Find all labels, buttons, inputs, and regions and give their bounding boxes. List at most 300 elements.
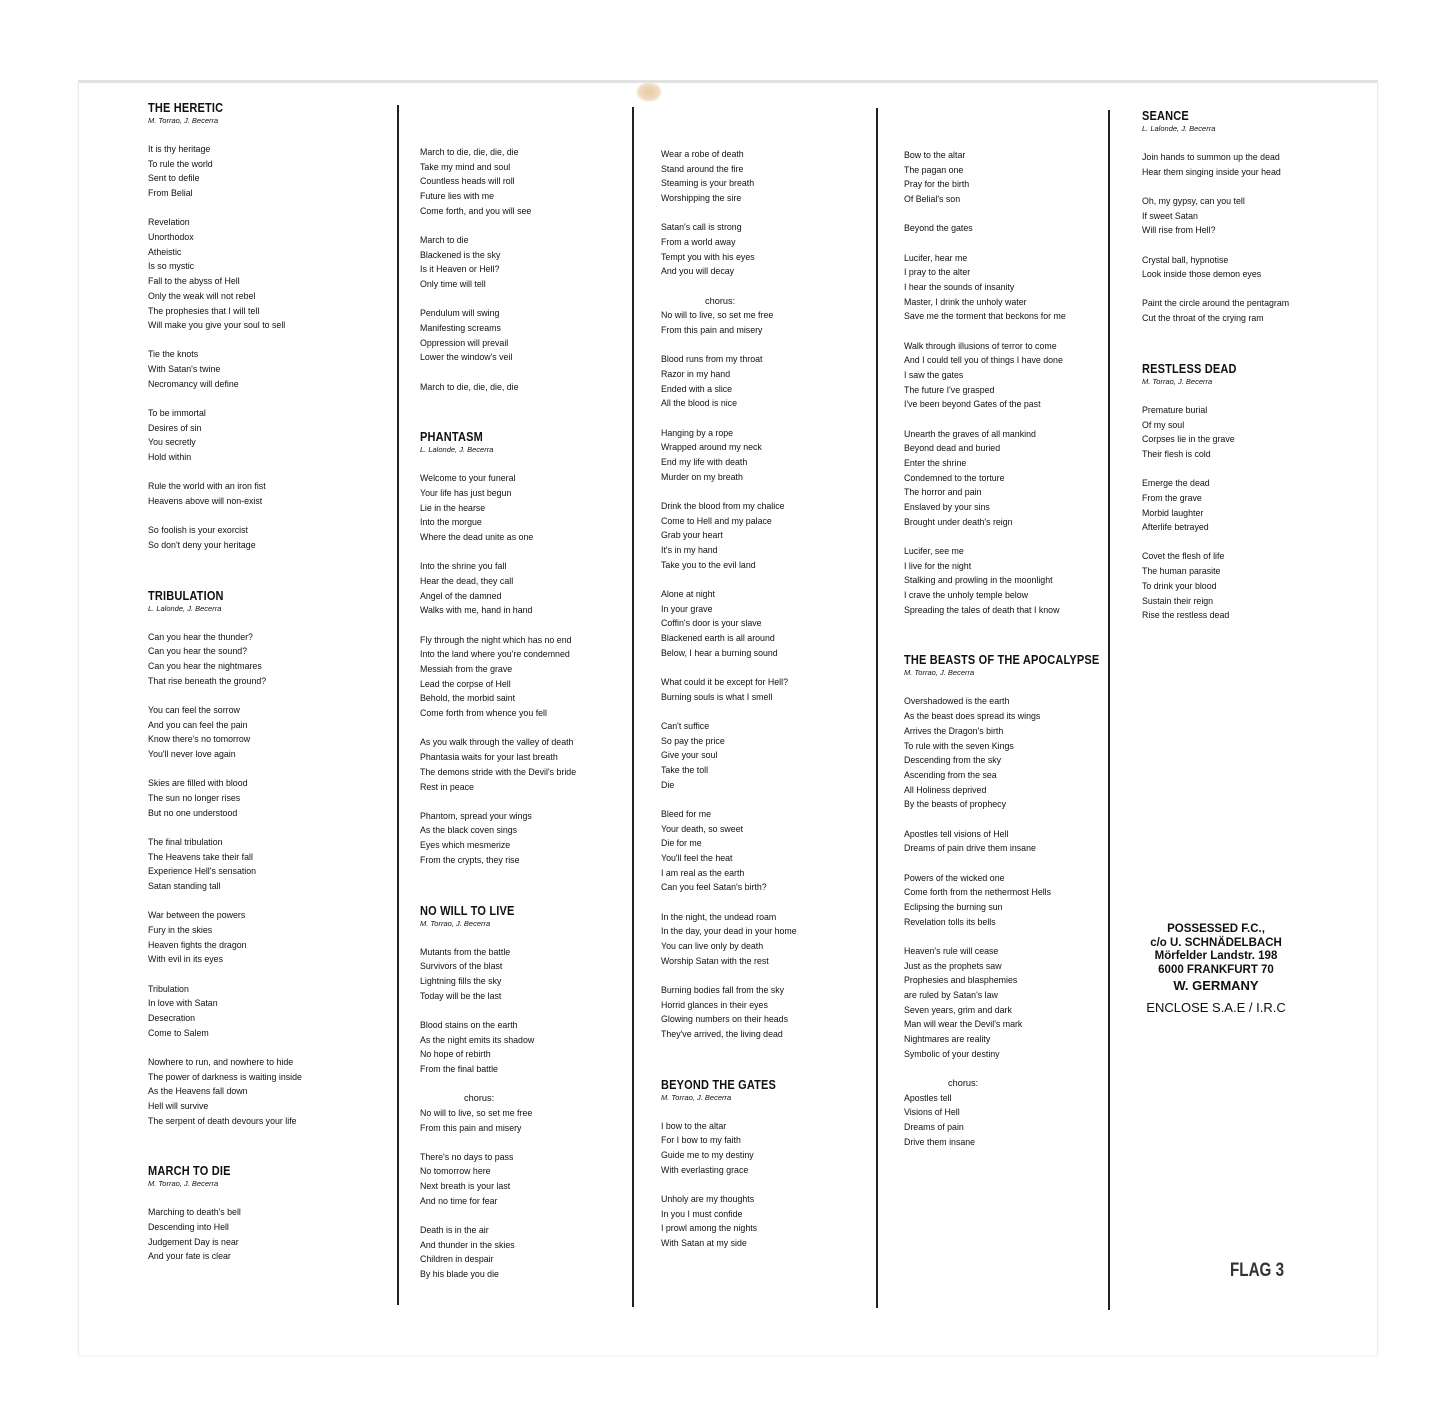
address-line: c/o U. SCHNÄDELBACH: [1150, 936, 1282, 949]
lyric-line: Guide me to my destiny: [661, 1150, 754, 1161]
song-block: [661, 147, 866, 1042]
lyric-line: The demons stride with the Devil's bride: [420, 766, 577, 777]
song-credits: M. Torrao, J. Becerra: [1142, 376, 1213, 386]
lyric-line: Oppression will prevail: [420, 337, 509, 348]
lyric-line: Walk through illusions of terror to come: [904, 340, 1057, 351]
song-block: [904, 148, 1102, 617]
lyric-line: Come to Salem: [148, 1027, 209, 1038]
song-block: [1142, 362, 1342, 623]
lyric-line: The future I've grasped: [904, 384, 995, 395]
lyrics-column-1: [148, 101, 388, 1300]
column-divider: [632, 107, 634, 1307]
lyric-line: It's in my hand: [661, 544, 718, 555]
lyric-line: I prowl among the nights: [661, 1223, 758, 1234]
lyric-line: Eclipsing the burning sun: [904, 901, 1003, 912]
verse: [1142, 150, 1342, 179]
lyric-line: Apostles tell visions of Hell: [904, 828, 1009, 839]
lyric-line: Atheistic: [148, 246, 182, 257]
verse: [661, 499, 866, 573]
lyric-line: To rule with the seven Kings: [904, 740, 1014, 751]
lyric-line: Enslaved by your sins: [904, 502, 990, 513]
lyric-line: Phantasia waits for your last breath: [420, 752, 558, 763]
address-lines: [1136, 923, 1296, 977]
verse: [904, 339, 1102, 413]
lyric-line: As the beast does spread its wings: [904, 711, 1041, 722]
lyric-line: Nowhere to run, and nowhere to hide: [148, 1056, 294, 1067]
lyric-line: So pay the price: [661, 735, 725, 746]
verse: [904, 544, 1102, 618]
column-divider: [397, 105, 399, 1305]
lyric-line: Survivors of the blast: [420, 961, 503, 972]
lyric-line: Murder on my breath: [661, 471, 743, 482]
lyrics-column-4: [904, 148, 1102, 1185]
lyric-line: I crave the unholy temple below: [904, 590, 1029, 601]
lyric-line: Blackened earth is all around: [661, 632, 775, 643]
lyric-line: I saw the gates: [904, 369, 964, 380]
verse: [661, 352, 866, 411]
lyric-line: Join hands to summon up the dead: [1142, 152, 1280, 162]
lyric-line: Revelation: [148, 217, 190, 228]
verse: [1142, 549, 1342, 623]
song-block: [1142, 109, 1342, 326]
lyric-line: Will rise from Hell?: [1142, 225, 1216, 236]
address-country: W. GERMANY: [1173, 978, 1259, 993]
song-title: RESTLESS DEAD: [1142, 361, 1237, 376]
lyric-line: Corpses lie in the grave: [1142, 434, 1235, 445]
lyric-line: Countless heads will roll: [420, 176, 515, 187]
lyric-line: The final tribulation: [148, 836, 223, 847]
lyric-line: There's no days to pass: [420, 1151, 514, 1162]
lyric-line: Will make you give your soul to sell: [148, 320, 286, 331]
lyric-line: Grab your heart: [661, 530, 723, 541]
verse: [148, 142, 388, 201]
verse: [148, 347, 388, 391]
chorus-label: chorus:: [705, 295, 736, 306]
lyric-line: Descending into Hell: [148, 1222, 229, 1233]
lyric-line: No will to live, so set me free: [661, 310, 774, 321]
lyric-line: Rule the world with an iron fist: [148, 481, 266, 492]
verse: [148, 982, 388, 1041]
verse: [904, 251, 1102, 325]
lyric-line: You'll feel the heat: [661, 852, 733, 863]
verse: [904, 694, 1102, 812]
lyric-line: Fall to the abyss of Hell: [148, 276, 240, 287]
lyric-line: Hanging by a rope: [661, 427, 734, 438]
fan-club-address: [1136, 923, 1296, 1015]
lyric-line: No hope of rebirth: [420, 1049, 491, 1060]
lyric-line: And you will decay: [661, 266, 735, 277]
lyric-line: From the crypts, they rise: [420, 854, 520, 865]
lyric-line: For I bow to my faith: [661, 1135, 741, 1146]
lyric-line: To be immortal: [148, 408, 206, 419]
lyric-line: Children in despair: [420, 1254, 494, 1265]
song-title: BEYOND THE GATES: [661, 1077, 777, 1092]
lyric-line: Tie the knots: [148, 349, 199, 360]
lyric-line: Into the morgue: [420, 517, 482, 528]
lyric-line: Steaming is your breath: [661, 178, 755, 189]
address-line: 6000 FRANKFURT 70: [1158, 963, 1274, 976]
lyric-line: Behold, the morbid saint: [420, 693, 516, 704]
lyric-line: I live for the night: [904, 560, 972, 571]
verse: [661, 294, 866, 338]
lyric-line: From Belial: [148, 188, 193, 199]
verse: [420, 1018, 625, 1077]
lyric-line: Phantom, spread your wings: [420, 810, 532, 821]
lyric-line: Spreading the tales of death that I know: [904, 604, 1060, 615]
lyric-line: Experience Hell's sensation: [148, 866, 257, 877]
lyric-line: Walks with me, hand in hand: [420, 605, 533, 616]
lyric-line: are ruled by Satan's law: [904, 989, 998, 1000]
verse: [661, 807, 866, 895]
verse: [420, 809, 625, 868]
lyric-line: Stalking and prowling in the moonlight: [904, 575, 1053, 586]
lyric-line: Pray for the birth: [904, 179, 970, 190]
verse: [1142, 476, 1342, 535]
lyric-line: The pagan one: [904, 164, 964, 175]
lyric-line: As the black coven sings: [420, 825, 518, 836]
verse: [420, 233, 625, 292]
lyric-line: Cut the throat of the crying ram: [1142, 313, 1264, 324]
verse: [904, 1076, 1102, 1150]
lyric-line: Mutants from the battle: [420, 946, 511, 957]
lyrics-column-5: [1142, 109, 1342, 659]
lyric-line: Your life has just begun: [420, 488, 512, 499]
lyric-line: Beyond dead and buried: [904, 443, 1001, 454]
song-credits: M. Torrao, J. Becerra: [661, 1092, 732, 1102]
verse: [661, 1192, 866, 1251]
verse: [148, 1205, 388, 1264]
verse: [904, 148, 1102, 207]
lyric-line: If sweet Satan: [1142, 210, 1198, 221]
lyric-line: You'll never love again: [148, 749, 236, 760]
column-divider: [876, 108, 878, 1308]
lyric-line: Powers of the wicked one: [904, 872, 1005, 883]
lyric-line: The horror and pain: [904, 487, 982, 498]
lyric-line: From this pain and misery: [420, 1122, 522, 1133]
lyric-line: Descending from the sky: [904, 755, 1002, 766]
lyric-line: From this pain and misery: [661, 325, 763, 336]
verse: [904, 427, 1102, 530]
song-block: [420, 145, 625, 394]
verse: [904, 871, 1102, 930]
lyric-line: Razor in my hand: [661, 368, 731, 379]
song-credits: L. Lalonde, J. Becerra: [148, 603, 222, 613]
lyric-line: March to die: [420, 235, 469, 246]
lyric-line: Dreams of pain: [904, 1122, 964, 1133]
lyric-line: Arrives the Dragon's birth: [904, 725, 1004, 736]
lyric-line: The human parasite: [1142, 566, 1221, 577]
lyric-line: March to die, die, die, die: [420, 147, 519, 157]
column-divider: [1108, 110, 1110, 1310]
lyric-line: I've been beyond Gates of the past: [904, 399, 1041, 410]
lyric-line: Desires of sin: [148, 422, 202, 433]
lyric-line: Lucifer, hear me: [904, 252, 968, 263]
lyric-line: Can you hear the thunder?: [148, 631, 253, 642]
verse: [904, 944, 1102, 1062]
lyric-line: Where the dead unite as one: [420, 532, 534, 543]
verse: [148, 630, 388, 689]
lyric-line: Judgement Day is near: [148, 1236, 239, 1247]
verse: [420, 306, 625, 365]
verse: [661, 675, 866, 704]
song-credits: M. Torrao, J. Becerra: [904, 668, 975, 678]
verse: [148, 776, 388, 820]
lyric-line: Their flesh is cold: [1142, 448, 1211, 459]
verse: [148, 479, 388, 508]
chorus-label: chorus:: [464, 1093, 495, 1104]
lyric-line: Next breath is your last: [420, 1181, 511, 1192]
lyric-line: Blackened is the sky: [420, 249, 501, 260]
song-block: [904, 653, 1102, 1149]
lyric-line: Covet the flesh of life: [1142, 551, 1225, 562]
song-block: [148, 1164, 388, 1264]
lyric-line: So don't deny your heritage: [148, 539, 256, 550]
song-title: SEANCE: [1142, 109, 1189, 123]
lyric-line: As you walk through the valley of death: [420, 737, 574, 748]
verse: [148, 908, 388, 967]
lyric-line: In your grave: [661, 603, 713, 614]
lyric-line: The prophesies that I will tell: [148, 305, 260, 316]
lyric-line: Sustain their reign: [1142, 595, 1214, 606]
lyric-line: Unorthodox: [148, 232, 194, 243]
lyric-line: From the grave: [1142, 492, 1202, 503]
verse: [661, 983, 866, 1042]
lyric-line: Can you hear the nightmares: [148, 661, 262, 672]
lyric-line: Welcome to your funeral: [420, 473, 516, 484]
lyric-line: Drink the blood from my chalice: [661, 500, 785, 511]
verse: [661, 1119, 866, 1178]
verse: [420, 559, 625, 618]
lyric-line: Dreams of pain drive them insane: [904, 843, 1036, 854]
lyric-line: Blood runs from my throat: [661, 354, 763, 365]
lyric-line: Is so mystic: [148, 261, 195, 272]
lyric-line: Hold within: [148, 452, 192, 463]
lyric-line: Worshipping the sire: [661, 193, 742, 204]
lyric-line: Coffin's door is your slave: [661, 618, 762, 629]
lyric-line: Can't suffice: [661, 720, 710, 731]
lyric-line: Future lies with me: [420, 191, 495, 202]
song-credits: L. Lalonde, J. Becerra: [420, 445, 494, 455]
lyric-line: And no time for fear: [420, 1195, 498, 1206]
verse: [420, 1150, 625, 1209]
lyric-line: Pendulum will swing: [420, 308, 500, 319]
lyric-line: I am real as the earth: [661, 867, 745, 878]
lyric-line: Fury in the skies: [148, 924, 213, 935]
lyric-line: Beyond the gates: [904, 223, 973, 234]
song-title: THE BEASTS OF THE APOCALYPSE: [904, 653, 1100, 668]
lyric-line: Blood stains on the earth: [420, 1019, 518, 1030]
chorus-label: chorus:: [948, 1077, 979, 1088]
lyric-line: No will to live, so set me free: [420, 1107, 533, 1118]
lyric-line: That rise beneath the ground?: [148, 675, 267, 686]
lyric-line: End my life with death: [661, 456, 748, 467]
verse: [148, 523, 388, 552]
lyric-line: It is thy heritage: [148, 144, 211, 154]
lyric-line: Crystal ball, hypnotise: [1142, 254, 1229, 265]
verse: [661, 587, 866, 661]
lyric-line: You secretly: [148, 437, 196, 448]
lyric-line: Ended with a slice: [661, 383, 733, 394]
song-credits: M. Torrao, J. Becerra: [148, 116, 219, 125]
verse: [148, 406, 388, 465]
verse: [1142, 194, 1342, 238]
song-title: THE HERETIC: [148, 101, 224, 115]
address-line: POSSESSED F.C.,: [1167, 923, 1265, 935]
lyric-line: In love with Satan: [148, 998, 218, 1009]
verse: [420, 945, 625, 1004]
lyric-line: Take the toll: [661, 764, 709, 775]
lyric-line: Lucifer, see me: [904, 545, 964, 556]
lyric-line: Worship Satan with the rest: [661, 955, 769, 966]
lyric-line: Brought under death's reign: [904, 516, 1013, 527]
lyric-line: Know there's no tomorrow: [148, 734, 251, 745]
verse: [148, 1055, 388, 1129]
verse: [661, 147, 866, 206]
lyric-line: Tribulation: [148, 983, 189, 994]
lyric-line: Fly through the night which has no end: [420, 634, 572, 645]
lyric-line: Lead the corpse of Hell: [420, 678, 511, 689]
lyric-line: I pray to the alter: [904, 267, 971, 278]
lyric-line: Burning souls is what I smell: [661, 691, 773, 702]
lyric-line: As the night emits its shadow: [420, 1034, 535, 1045]
lyric-line: I hear the sounds of insanity: [904, 281, 1015, 292]
lyric-line: Rise the restless dead: [1142, 610, 1230, 621]
lyric-line: Heaven fights the dragon: [148, 939, 247, 950]
lyric-line: Angel of the damned: [420, 590, 502, 601]
verse: [420, 1223, 625, 1282]
lyric-line: Desecration: [148, 1012, 196, 1023]
verse: [1142, 403, 1342, 462]
lyric-line: And you can feel the pain: [148, 719, 248, 730]
lyric-line: But no one understood: [148, 807, 238, 818]
verse: [420, 145, 625, 219]
lyric-line: Morbid laughter: [1142, 507, 1204, 518]
lyric-line: Only the weak will not rebel: [148, 290, 256, 301]
lyric-line: Die: [661, 779, 675, 790]
lyric-line: Rest in peace: [420, 781, 474, 792]
lyric-line: Seven years, grim and dark: [904, 1004, 1012, 1015]
lyric-line: In you I must confide: [661, 1208, 743, 1219]
lyric-line: With everlasting grace: [661, 1164, 749, 1175]
lyric-line: The power of darkness is waiting inside: [148, 1071, 302, 1082]
lyric-line: Into the shrine you fall: [420, 561, 507, 572]
lyric-line: Come forth from whence you fell: [420, 708, 547, 719]
lyric-line: Unearth the graves of all mankind: [904, 428, 1036, 439]
lyric-line: Stand around the fire: [661, 163, 744, 174]
verse: [661, 220, 866, 279]
lyric-line: Save me the torment that beckons for me: [904, 311, 1066, 322]
lyric-line: And thunder in the skies: [420, 1239, 515, 1250]
lyric-line: All Holiness deprived: [904, 784, 987, 795]
lyric-line: Below, I hear a burning sound: [661, 647, 778, 658]
lyric-line: They've arrived, the living dead: [661, 1028, 783, 1039]
song-block: [148, 101, 388, 553]
lyric-line: Ascending from the sea: [904, 770, 997, 780]
lyric-line: Marching to death's bell: [148, 1207, 241, 1218]
lyric-line: Lightning fills the sky: [420, 975, 502, 986]
lyric-line: Satan standing tall: [148, 881, 221, 892]
lyric-line: Come to Hell and my palace: [661, 515, 772, 526]
lyric-line: Death is in the air: [420, 1225, 489, 1236]
lyric-line: Die for me: [661, 838, 702, 849]
lyric-line: Take my mind and soul: [420, 161, 511, 172]
lyric-line: Can you hear the sound?: [148, 646, 248, 657]
lyric-line: Revelation tolls its bells: [904, 916, 996, 927]
lyric-line: To rule the world: [148, 158, 213, 169]
lyric-line: Visions of Hell: [904, 1107, 960, 1118]
lyric-line: Burning bodies fall from the sky: [661, 984, 785, 995]
verse: [148, 835, 388, 894]
lyric-line: You can live only by death: [661, 940, 764, 951]
verse: [1142, 253, 1342, 282]
lyric-line: Come forth from the nethermost Hells: [904, 887, 1052, 898]
verse: [420, 471, 625, 545]
address-line: Mörfelder Landstr. 198: [1154, 950, 1278, 962]
verse: [148, 215, 388, 333]
lyric-line: Necromancy will define: [148, 378, 239, 389]
lyric-line: The serpent of death devours your life: [148, 1115, 297, 1126]
lyric-line: Apostles tell: [904, 1092, 952, 1103]
lyric-line: Skies are filled with blood: [148, 778, 248, 789]
song-credits: L. Lalonde, J. Becerra: [1142, 124, 1216, 133]
lyric-line: Symbolic of your destiny: [904, 1048, 1000, 1059]
lyric-line: Is it Heaven or Hell?: [420, 264, 500, 275]
lyric-line: Emerge the dead: [1142, 478, 1210, 489]
lyric-line: And I could tell you of things I have done: [904, 355, 1063, 366]
lyric-line: Premature burial: [1142, 404, 1208, 415]
lyric-line: Lower the window's veil: [420, 352, 513, 363]
lyric-line: Man will wear the Devil's mark: [904, 1019, 1023, 1030]
song-credits: M. Torrao, J. Becerra: [148, 1179, 219, 1189]
lyric-line: In the day, your dead in your home: [661, 926, 797, 937]
verse: [1142, 296, 1342, 325]
lyric-line: Just as the prophets saw: [904, 960, 1002, 971]
lyric-line: Afterlife betrayed: [1142, 522, 1209, 533]
lyric-line: The Heavens take their fall: [148, 851, 253, 862]
lyric-line: Enter the shrine: [904, 457, 967, 468]
lyric-line: By his blade you die: [420, 1269, 499, 1280]
verse: [904, 221, 1102, 236]
lyric-line: So foolish is your exorcist: [148, 525, 249, 536]
song-credits: M. Torrao, J. Becerra: [420, 918, 491, 928]
lyric-line: March to die, die, die, die: [420, 381, 519, 392]
lyric-line: From the final battle: [420, 1063, 498, 1074]
lyric-line: Wrapped around my neck: [661, 442, 762, 453]
verse: [420, 1091, 625, 1135]
lyric-line: Only time will tell: [420, 279, 486, 290]
lyric-line: Heaven's rule will cease: [904, 945, 999, 956]
lyric-line: I bow to the altar: [661, 1120, 727, 1131]
song-title: NO WILL TO LIVE: [420, 903, 515, 918]
verse: [420, 633, 625, 721]
lyric-line: Bleed for me: [661, 808, 712, 819]
song-title: MARCH TO DIE: [148, 1164, 231, 1179]
lyric-line: Wear a robe of death: [661, 149, 744, 159]
lyric-line: Oh, my gypsy, can you tell: [1142, 195, 1245, 206]
lyric-line: You can feel the sorrow: [148, 704, 240, 715]
lyric-line: Tempt you with his eyes: [661, 251, 755, 262]
lyric-line: Look inside those demon eyes: [1142, 269, 1262, 280]
lyric-line: Take you to the evil land: [661, 559, 756, 570]
lyric-line: Satan's call is strong: [661, 222, 742, 233]
lyric-line: Come forth, and you will see: [420, 205, 532, 216]
lyrics-column-3: [661, 147, 866, 1287]
song-block: [661, 1078, 866, 1251]
lyric-line: Drive them insane: [904, 1136, 976, 1147]
lyric-line: Manifesting screams: [420, 323, 501, 334]
paper-stain: [636, 82, 662, 102]
lyric-line: Into the land where you're condemned: [420, 649, 570, 660]
